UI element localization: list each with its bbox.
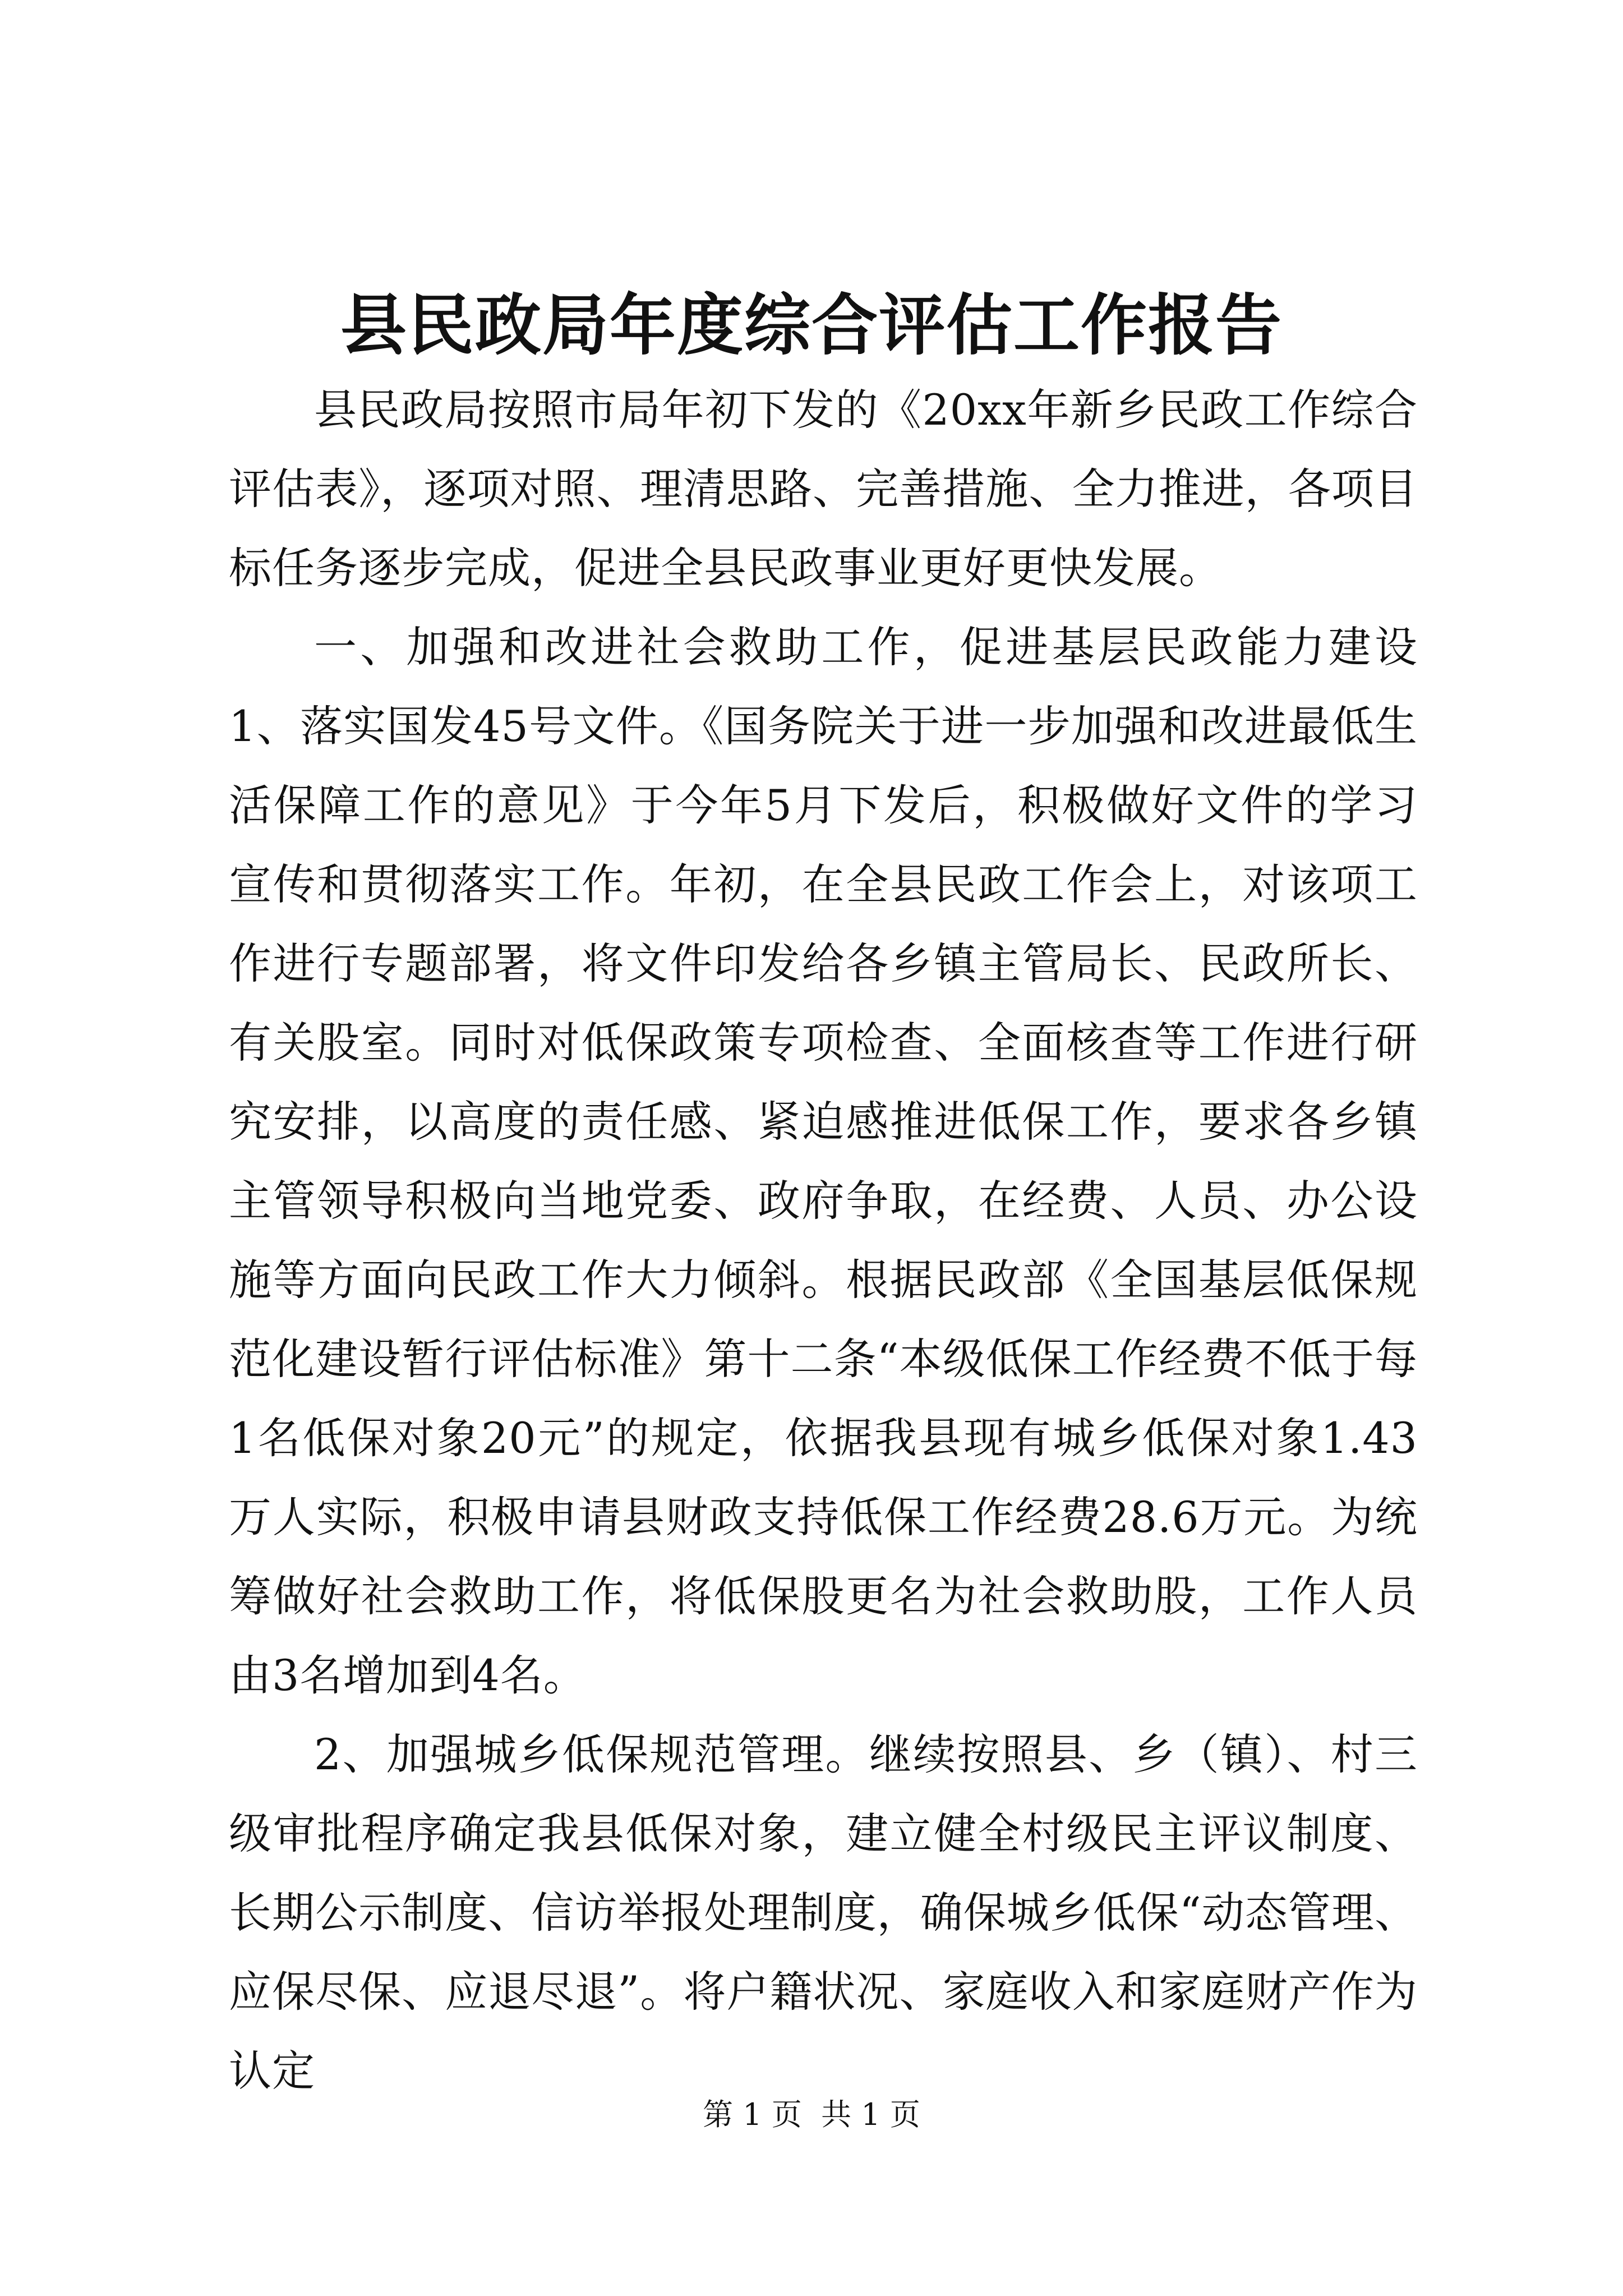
page-number-label: 第 1 页 共 1 页 [703, 2097, 920, 2132]
page-footer [0, 2092, 1623, 2137]
document-title: 县民政局年度综合评估工作报告 [340, 286, 1283, 364]
paragraph-section-1: 一、加强和改进社会救助工作，促进基层民政能力建设1、落实国发45号文件。《国务院关于进一步加强和改进最低生活保障工作的意见》于今年5月下发后，积极做好文件的学习宣传和贯彻落实工作。年初，在全县民政工作会上，对该项工作进行专题部署，将文件印发给各乡镇主管局长、民政所长、有关股室。同时对低保政策专项检查、全面核查等工作进行研究安排，以高度的责任感、紧迫感推进低保工作，要求各乡镇主管领导积极向当地党委、政府争取，在经费、人员、办公设施等方面向民政工作大力倾斜。根据民政部《全国基层低保规范化建设暂行评估标准》第十二条“本级低保工作经费不低于每1名低保对象20元”的规定，依据我县现有城乡低保对象1.43万人实际，积极申请县财政支持低保工作经费28.6万元。为统筹做好社会救助工作，将低保股更名为社会救助股，工作人员由3名增加到4名。 [229, 622, 1418, 1700]
document-body [229, 370, 1418, 2110]
paragraph-section-2: 2、加强城乡低保规范管理。继续按照县、乡（镇）、村三级审批程序确定我县低保对象，建立健全村级民主评议制度、长期公示制度、信访举报处理制度，确保城乡低保“动态管理、应保尽保、应退尽退”。将户籍状况、家庭收入和家庭财产作为认定 [229, 1729, 1418, 2096]
paragraph-intro: 县民政局按照市局年初下发的《20xx年新乡民政工作综合评估表》，逐项对照、理清思路、完善措施、全力推进，各项目标任务逐步完成，促进全县民政事业更好更快发展。 [229, 385, 1418, 593]
